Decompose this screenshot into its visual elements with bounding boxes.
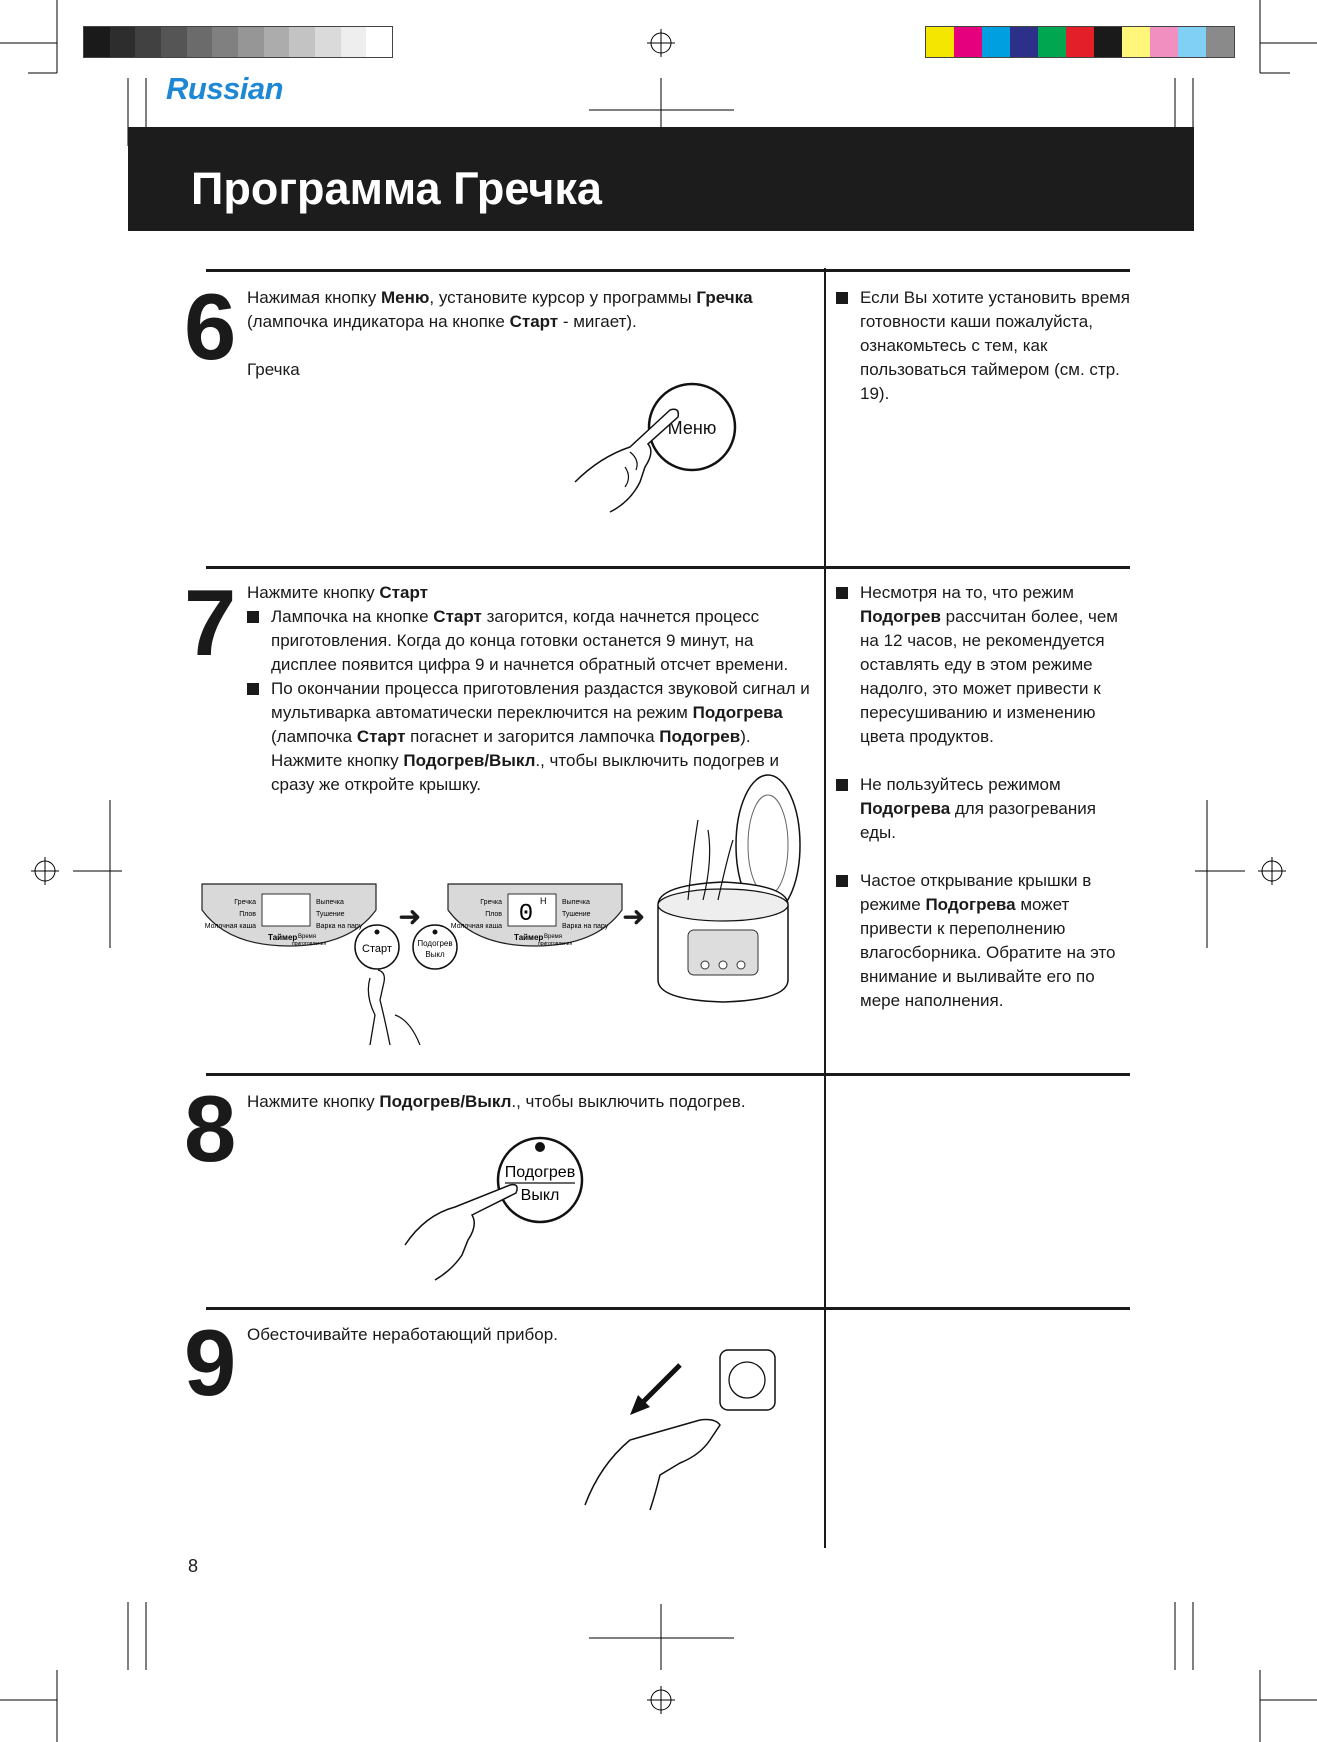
note-item [836, 581, 1136, 749]
note-text: Несмотря на то, что режим [860, 583, 1074, 602]
section-divider [206, 269, 1130, 272]
column-divider [824, 268, 826, 1548]
note-item [836, 869, 1136, 1013]
instruction-text: Старт [379, 583, 428, 602]
step-6-text [247, 286, 802, 382]
instruction-text: Меню [381, 288, 430, 307]
svg-text:Н: Н [540, 896, 547, 906]
svg-text:Молочная каша: Молочная каша [450, 923, 502, 930]
step-number: 8 [184, 1076, 234, 1181]
instruction-text: Подогрев/Выкл [403, 751, 536, 770]
svg-text:Варка на пару: Варка на пару [316, 923, 363, 930]
instruction-text: Гречка [696, 288, 753, 307]
instruction-text: погаснет и загорится лампочка [405, 727, 660, 746]
instruction-text: Подогрев/Выкл [379, 1092, 512, 1111]
section-divider [206, 566, 1130, 569]
svg-text:Молочная каша: Молочная каша [204, 923, 256, 930]
note-text: рассчитан более, чем на 12 часов, не рекомендуется оставлять еду в этом режиме надолго, это может привести к пересушиванию и изменению цвета продуктов. [860, 607, 1118, 746]
instruction-text: Нажмите кнопку [247, 1092, 380, 1111]
note-text: для разогревания еды. [860, 799, 1096, 842]
note-item [836, 286, 1136, 406]
warm-button-label-bottom: Выкл [520, 1187, 560, 1204]
svg-text:Выпечка: Выпечка [316, 899, 344, 906]
instruction-text: ., чтобы выключить подогрев. [511, 1092, 746, 1111]
language-label: Russian [166, 71, 284, 106]
start-button-press-illustration [350, 920, 470, 1050]
section-divider [206, 1073, 1130, 1076]
instruction-text: Нажимая кнопку [247, 288, 382, 307]
step-7-notes [836, 581, 1136, 1013]
note-text: Если Вы хотите установить время готовности каши пожалуйста, ознакомьтесь с тем, как пользоваться таймером (см. стр. 19). [860, 288, 1130, 403]
svg-text:Тушение: Тушение [316, 911, 345, 918]
instruction-text: (лампочка [271, 727, 357, 746]
instruction-text: Обесточивайте неработающий прибор. [247, 1325, 558, 1344]
svg-text:Гречка: Гречка [234, 899, 256, 906]
note-item [836, 773, 1136, 845]
step-number: 7 [184, 570, 234, 675]
instruction-text: Лампочка на кнопке [271, 607, 434, 626]
step-8-text [247, 1090, 807, 1114]
page-number: 8 [188, 1556, 199, 1576]
step-6-note [836, 286, 1136, 406]
instruction-text: ). Нажмите кнопку [271, 727, 751, 770]
svg-text:Плов: Плов [239, 911, 256, 918]
instruction-text: - мигает). [558, 312, 637, 331]
note-text: Подогрева [860, 799, 951, 818]
note-text: Частое открывание крышки в режиме [860, 871, 1092, 914]
page-title: Программа Гречка [191, 163, 602, 214]
note-text: Подогрев [860, 607, 941, 626]
svg-text:Плов: Плов [485, 911, 502, 918]
step-9-text [247, 1323, 807, 1347]
step-number: 9 [184, 1310, 234, 1415]
instruction-text: загорится, когда начнется процесс приготовления. Когда до конца готовки останется 9 минут, на дисплее появится цифра 9 и начнется обратный отсчет времени. [271, 607, 789, 674]
instruction-text: Подогрев [659, 727, 741, 746]
svg-text:Выпечка: Выпечка [562, 899, 590, 906]
svg-text:Гречка: Гречка [480, 899, 502, 906]
multicooker-illustration [648, 760, 808, 1010]
instruction-text: Подогрева [692, 703, 783, 722]
instruction-text: , установите курсор у программы [429, 288, 697, 307]
svg-text:Варка на пару: Варка на пару [562, 923, 609, 930]
hand-press-warm-button-illustration [400, 1135, 590, 1285]
svg-text:приготовления: приготовления [292, 941, 327, 947]
instruction-text: Старт [433, 607, 482, 626]
control-panel-after [446, 880, 624, 950]
instruction-text: (лампочка индикатора на кнопке [247, 312, 510, 331]
note-text: может привести к переполнению влагосборника. Обратите на это внимание и выливайте его по мере наполнения. [860, 895, 1116, 1010]
step-number: 6 [184, 274, 234, 379]
svg-text:приготовления: приготовления [538, 941, 573, 947]
svg-text:Выкл: Выкл [425, 950, 445, 959]
instruction-text: Старт [509, 312, 559, 331]
svg-text:Таймер: Таймер [268, 933, 298, 942]
arrow-icon: ➜ [398, 901, 422, 932]
note-text: Подогрева [925, 895, 1016, 914]
svg-text:0: 0 [518, 901, 534, 928]
warm-button-label-top: Подогрев [504, 1164, 576, 1181]
instruction-text: Нажмите кнопку [247, 583, 380, 602]
svg-text:Тушение: Тушение [562, 911, 591, 918]
arrow-icon: ➜ [622, 901, 646, 932]
svg-text:Подогрев: Подогрев [417, 939, 453, 948]
section-divider [206, 1307, 1130, 1310]
unplug-illustration [580, 1345, 780, 1515]
instruction-text: По окончании процесса приготовления раздастся звуковой сигнал и мультиварка автоматически переключится на режим [271, 679, 810, 722]
menu-button-label: Меню [667, 418, 717, 438]
program-name: Гречка [247, 360, 300, 379]
svg-text:Время: Время [298, 934, 317, 940]
svg-text:Старт: Старт [362, 943, 392, 955]
instruction-text: Старт [356, 727, 406, 746]
instruction-text: ., чтобы выключить подогрев и сразу же откройте крышку. [271, 751, 780, 794]
svg-text:Время: Время [544, 934, 563, 940]
hand-press-menu-illustration [570, 372, 770, 522]
note-text: Не пользуйтесь режимом [860, 775, 1061, 794]
svg-text:Таймер: Таймер [514, 933, 544, 942]
